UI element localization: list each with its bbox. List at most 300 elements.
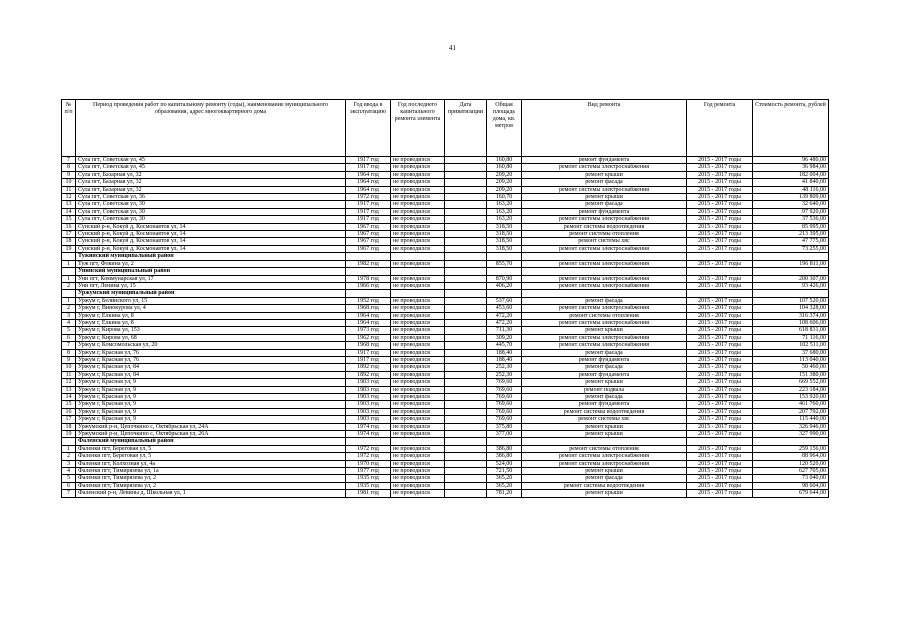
row-cost: 108 606,00 [753,319,829,326]
row-year-built: 1962 год [346,334,391,341]
row-address: Уржум г, Красная ул, 76 [76,356,346,363]
row-area: 160,70 [487,194,522,201]
page-number: 41 [449,44,456,52]
row-cost: 37 680,00 [753,349,829,356]
row-privatization [445,260,487,267]
table-row [62,408,829,415]
row-last-repair: не проводился [391,282,445,289]
row-repair-type: ремонт системы электроснабжения [522,460,687,467]
row-cost: 213 395,00 [753,231,829,238]
table-row [62,482,829,489]
row-repair-year: 2015 - 2017 годы [687,194,753,201]
row-last-repair: не проводился [391,490,445,497]
section-title: Тужинский муниципальный район [76,253,346,260]
row-year-built: 1972 год [346,445,391,452]
row-number: 8 [62,164,76,171]
row-number: 1 [62,275,76,282]
row-repair-year: 2015 - 2017 годы [687,201,753,208]
row-year-built: 1972 год [346,194,391,201]
row-cost: 151 380,00 [753,371,829,378]
row-repair-year: 2015 - 2017 годы [687,208,753,215]
table-row [62,260,829,267]
row-repair-year: 2015 - 2017 годы [687,356,753,363]
header-number: № п/п [62,100,76,157]
header-address: Период проведения работ по капитальному ремонту (годы), наименование муниципального образования, адрес многоквартирного дома [76,100,346,157]
row-address: Сунский р-н, Кокуй д, Космонавтов ул, 14 [76,238,346,245]
row-address: Уржум г, Красная ул, 84 [76,371,346,378]
row-privatization [445,349,487,356]
row-repair-year: 2015 - 2017 годы [687,319,753,326]
row-year-built: 1892 год [346,371,391,378]
row-address: Уржумский р-н, Цепочкино с, Октябрьская ул, 26А [76,431,346,438]
row-area: 160,80 [487,157,522,164]
row-cost: 37 536,00 [753,216,829,223]
section-empty-cell [522,268,687,275]
row-year-built: 1903 год [346,401,391,408]
row-number: 6 [62,482,76,489]
row-address: Туж пгт, Фокина ул, 2 [76,260,346,267]
row-repair-type: ремонт фасада [522,475,687,482]
repair-register-table [61,99,829,498]
row-address: Уржум г, Красная ул, 76 [76,349,346,356]
section-empty-cell [445,268,487,275]
row-year-built: 1917 год [346,201,391,208]
row-address: Сула пгт, Советская ул, 45 [76,164,346,171]
row-year-built: 1966 год [346,282,391,289]
row-last-repair: не проводился [391,364,445,371]
row-last-repair: не проводился [391,305,445,312]
row-address: Фаленки пгт, Колхозная ул, 4а [76,460,346,467]
row-repair-year: 2015 - 2017 годы [687,386,753,393]
row-area: 721,50 [487,468,522,475]
row-repair-type: ремонт фундамента [522,208,687,215]
table-row [62,394,829,401]
row-number: 3 [62,312,76,319]
row-year-built: 1892 год [346,364,391,371]
row-repair-year: 2015 - 2017 годы [687,216,753,223]
row-cost: 41 840,00 [753,179,829,186]
row-number: 2 [62,282,76,289]
row-address: Фаленки пгт, Береговая ул, 5 [76,445,346,452]
row-address: Фаленки пгт, Тимирязева ул, 1а [76,468,346,475]
row-last-repair: не проводился [391,216,445,223]
row-cost: 316 374,00 [753,312,829,319]
table-row [62,179,829,186]
row-area: 769,60 [487,416,522,423]
table-row [62,275,829,282]
row-cost: 85 995,00 [753,223,829,230]
row-address: Сунский р-н, Кокуй д, Космонавтов ул, 14 [76,223,346,230]
row-last-repair: не проводился [391,386,445,393]
row-repair-year: 2015 - 2017 годы [687,342,753,349]
row-year-built: 1903 год [346,394,391,401]
row-last-repair: не проводился [391,342,445,349]
table-row [62,371,829,378]
row-year-built: 1981 год [346,490,391,497]
row-repair-type: ремонт системы электроснабжения [522,319,687,326]
row-repair-type: ремонт системы электроснабжения [522,216,687,223]
row-repair-type: ремонт системы электроснабжения [522,342,687,349]
row-repair-year: 2015 - 2017 годы [687,475,753,482]
row-repair-type: ремонт фундамента [522,356,687,363]
row-year-built: 1974 год [346,423,391,430]
row-cost: 259 156,00 [753,445,829,452]
row-last-repair: не проводился [391,238,445,245]
row-number: 10 [62,364,76,371]
row-last-repair: не проводился [391,231,445,238]
table-row [62,186,829,193]
row-privatization [445,201,487,208]
row-privatization [445,356,487,363]
row-repair-type: ремонт фасада [522,349,687,356]
header-year-built: Год ввода в эксплуатацию [346,100,391,157]
row-address: Фаленский р-н, Левины д, Школьная ул, 1 [76,490,346,497]
table-row [62,194,829,201]
row-cost: 96 480,00 [753,157,829,164]
row-area: 855,70 [487,260,522,267]
row-cost: 104 328,00 [753,305,829,312]
row-address: Уржум г, Комсомольская ул, 20 [76,342,346,349]
row-cost: 97 920,00 [753,208,829,215]
row-privatization [445,327,487,334]
section-empty-cell [687,268,753,275]
row-last-repair: не проводился [391,431,445,438]
row-area: 252,30 [487,371,522,378]
row-privatization [445,408,487,415]
row-area: 781,20 [487,490,522,497]
row-privatization [445,371,487,378]
row-repair-type: ремонт системы электроснабжения [522,453,687,460]
row-address: Сула пгт, Советская ул, 36 [76,194,346,201]
row-repair-year: 2015 - 2017 годы [687,482,753,489]
row-last-repair: не проводился [391,416,445,423]
row-year-built: 1968 год [346,305,391,312]
row-address: Уржум г, Красная ул, 84 [76,364,346,371]
row-privatization [445,394,487,401]
table-row [62,386,829,393]
row-privatization [445,319,487,326]
row-area: 524,00 [487,460,522,467]
row-address: Сула пгт, Советская ул, 30 [76,201,346,208]
row-number: 9 [62,171,76,178]
row-number: 19 [62,431,76,438]
table-row [62,356,829,363]
row-cost: 223 184,00 [753,386,829,393]
row-privatization [445,416,487,423]
section-title: Унинский муниципальный район [76,268,346,275]
table-row [62,342,829,349]
row-area: 769,60 [487,394,522,401]
row-number: 4 [62,468,76,475]
row-address: Сула пгт, Советская ул, 30 [76,216,346,223]
section-empty-cell [445,438,487,445]
row-number: 12 [62,194,76,201]
row-cost: 73 040,00 [753,475,829,482]
row-repair-year: 2015 - 2017 годы [687,394,753,401]
row-repair-year: 2015 - 2017 годы [687,371,753,378]
table-row [62,157,829,164]
row-address: Сула пгт, Базарная ул, 32 [76,179,346,186]
row-area: 769,60 [487,408,522,415]
row-year-built: 1982 год [346,260,391,267]
row-year-built: 1974 год [346,431,391,438]
table-row [62,312,829,319]
row-year-built: 1978 год [346,275,391,282]
table-row [62,468,829,475]
table-row [62,171,829,178]
row-cost: 200 307,00 [753,275,829,282]
header-repair-year: Год ремонта [687,100,753,157]
row-repair-year: 2015 - 2017 годы [687,460,753,467]
row-last-repair: не проводился [391,312,445,319]
section-empty-cell [346,438,391,445]
row-number: 19 [62,245,76,252]
row-year-built: 1967 год [346,238,391,245]
row-last-repair: не проводился [391,394,445,401]
header-area: Общая площадь дома, кв. метров [487,100,522,157]
row-repair-year: 2015 - 2017 годы [687,238,753,245]
row-repair-year: 2015 - 2017 годы [687,364,753,371]
section-empty-cell [487,290,522,297]
row-year-built: 1967 год [346,245,391,252]
row-privatization [445,468,487,475]
row-year-built: 1917 год [346,216,391,223]
row-area: 318,50 [487,231,522,238]
row-repair-year: 2015 - 2017 годы [687,423,753,430]
row-area: 188,40 [487,349,522,356]
row-address: Уни пгт, Коммунарская ул, 17 [76,275,346,282]
row-repair-year: 2015 - 2017 годы [687,416,753,423]
section-row [62,268,829,275]
table-body [62,157,829,498]
row-cost: 196 811,00 [753,260,829,267]
section-empty-cell [487,268,522,275]
row-repair-type: ремонт крыши [522,171,687,178]
row-year-built: 1952 год [346,297,391,304]
section-empty-cell [62,438,76,445]
row-repair-year: 2015 - 2017 годы [687,431,753,438]
row-repair-type: ремонт крыши [522,431,687,438]
table-row [62,319,829,326]
row-number: 11 [62,371,76,378]
row-privatization [445,460,487,467]
row-number: 14 [62,208,76,215]
row-number: 11 [62,186,76,193]
row-privatization [445,179,487,186]
row-address: Уни пгт, Ленина ул, 15 [76,282,346,289]
header-cost: Стоимость ремонта, рублей [753,100,829,157]
row-repair-year: 2015 - 2017 годы [687,245,753,252]
row-year-built: 1964 год [346,312,391,319]
row-privatization [445,297,487,304]
table-row [62,216,829,223]
row-year-built: 1964 год [346,319,391,326]
row-cost: 93 426,00 [753,282,829,289]
row-repair-year: 2015 - 2017 годы [687,260,753,267]
row-area: 365,20 [487,475,522,482]
row-area: 252,30 [487,364,522,371]
row-number: 15 [62,216,76,223]
row-repair-type: ремонт фундамента [522,401,687,408]
row-repair-type: ремонт системы электроснабжения [522,164,687,171]
row-number: 16 [62,408,76,415]
table-row [62,231,829,238]
row-address: Уржум г, Красная ул, 9 [76,401,346,408]
row-repair-type: ремонт фундамента [522,371,687,378]
row-repair-year: 2015 - 2017 годы [687,445,753,452]
table-row [62,445,829,452]
row-area: 209,20 [487,186,522,193]
row-privatization [445,223,487,230]
row-number: 13 [62,201,76,208]
row-area: 406,20 [487,282,522,289]
row-last-repair: не проводился [391,423,445,430]
row-last-repair: не проводился [391,460,445,467]
row-number: 6 [62,334,76,341]
row-last-repair: не проводился [391,401,445,408]
row-number: 7 [62,342,76,349]
section-empty-cell [487,438,522,445]
row-number: 5 [62,475,76,482]
row-cost: 461 760,00 [753,401,829,408]
row-privatization [445,423,487,430]
table-row [62,245,829,252]
row-privatization [445,386,487,393]
section-row [62,290,829,297]
row-repair-year: 2015 - 2017 годы [687,334,753,341]
row-privatization [445,216,487,223]
row-last-repair: не проводился [391,349,445,356]
row-cost: 627 705,00 [753,468,829,475]
row-number: 7 [62,157,76,164]
row-number: 1 [62,445,76,452]
row-year-built: 1968 год [346,342,391,349]
row-privatization [445,364,487,371]
row-repair-type: ремонт системы водоотведения [522,408,687,415]
row-repair-type: ремонт крыши [522,327,687,334]
table-row [62,431,829,438]
row-area: 769,60 [487,379,522,386]
row-cost: 73 255,00 [753,245,829,252]
row-last-repair: не проводился [391,482,445,489]
table-row [62,334,829,341]
row-number: 3 [62,460,76,467]
row-number: 5 [62,327,76,334]
section-row [62,438,829,445]
row-area: 163,20 [487,208,522,215]
row-area: 386,80 [487,453,522,460]
row-area: 318,50 [487,223,522,230]
section-empty-cell [391,290,445,297]
row-number: 18 [62,238,76,245]
row-cost: 115 440,00 [753,416,829,423]
row-year-built: 1917 год [346,157,391,164]
row-repair-type: ремонт подвала [522,386,687,393]
row-last-repair: не проводился [391,297,445,304]
row-last-repair: не проводился [391,171,445,178]
row-repair-type: ремонт системы водоотведения [522,482,687,489]
row-area: 453,60 [487,305,522,312]
row-repair-type: ремонт системы электроснабжения [522,260,687,267]
row-area: 537,60 [487,297,522,304]
row-number: 4 [62,319,76,326]
section-empty-cell [391,438,445,445]
row-repair-year: 2015 - 2017 годы [687,408,753,415]
row-cost: 102 511,00 [753,342,829,349]
row-last-repair: не проводился [391,157,445,164]
row-repair-type: ремонт системы электроснабжения [522,282,687,289]
row-cost: 139 809,00 [753,194,829,201]
row-year-built: 1964 год [346,186,391,193]
row-repair-year: 2015 - 2017 годы [687,171,753,178]
row-number: 2 [62,453,76,460]
row-area: 160,80 [487,164,522,171]
row-repair-type: ремонт крыши [522,194,687,201]
row-repair-year: 2015 - 2017 годы [687,401,753,408]
table-row [62,201,829,208]
table-row [62,297,829,304]
row-repair-year: 2015 - 2017 годы [687,379,753,386]
row-privatization [445,334,487,341]
table-row [62,164,829,171]
row-area: 163,20 [487,216,522,223]
row-repair-year: 2015 - 2017 годы [687,297,753,304]
row-address: Уржум г, Кирова ул, 68 [76,334,346,341]
row-privatization [445,171,487,178]
row-last-repair: не проводился [391,194,445,201]
section-empty-cell [522,290,687,297]
row-year-built: 1967 год [346,223,391,230]
row-repair-year: 2015 - 2017 годы [687,312,753,319]
row-number: 14 [62,394,76,401]
row-area: 375,80 [487,423,522,430]
row-cost: 113 040,00 [753,356,829,363]
row-address: Уржум г, Елкина ул, 8 [76,319,346,326]
row-area: 309,20 [487,334,522,341]
row-repair-type: ремонт системы электроснабжения [522,275,687,282]
row-cost: 47 775,00 [753,238,829,245]
row-address: Сула пгт, Базарная ул, 32 [76,186,346,193]
row-repair-year: 2015 - 2017 годы [687,282,753,289]
row-repair-type: ремонт системы отопления [522,445,687,452]
row-repair-year: 2015 - 2017 годы [687,468,753,475]
row-number: 13 [62,386,76,393]
row-area: 163,20 [487,201,522,208]
header-repair-type: Вид ремонта [522,100,687,157]
row-address: Сула пгт, Базарная ул, 32 [76,171,346,178]
row-address: Фаленки пгт, Тимирязева ул, 2 [76,475,346,482]
table-row [62,453,829,460]
row-address: Сунский р-н, Кокуй д, Космонавтов ул, 14 [76,245,346,252]
row-address: Фаленки пгт, Тимирязева ул, 2 [76,482,346,489]
row-area: 445,70 [487,342,522,349]
row-number: 1 [62,297,76,304]
row-number: 1 [62,260,76,267]
row-last-repair: не проводился [391,371,445,378]
row-year-built: 1964 год [346,179,391,186]
row-area: 365,20 [487,482,522,489]
row-number: 7 [62,490,76,497]
row-repair-year: 2015 - 2017 годы [687,305,753,312]
row-last-repair: не проводился [391,223,445,230]
row-year-built: 1964 год [346,171,391,178]
row-number: 17 [62,231,76,238]
section-empty-cell [753,290,829,297]
row-repair-year: 2015 - 2017 годы [687,164,753,171]
table-row [62,327,829,334]
section-empty-cell [62,290,76,297]
header-last-repair: Год последнего капитального ремонта элемента [391,100,445,157]
